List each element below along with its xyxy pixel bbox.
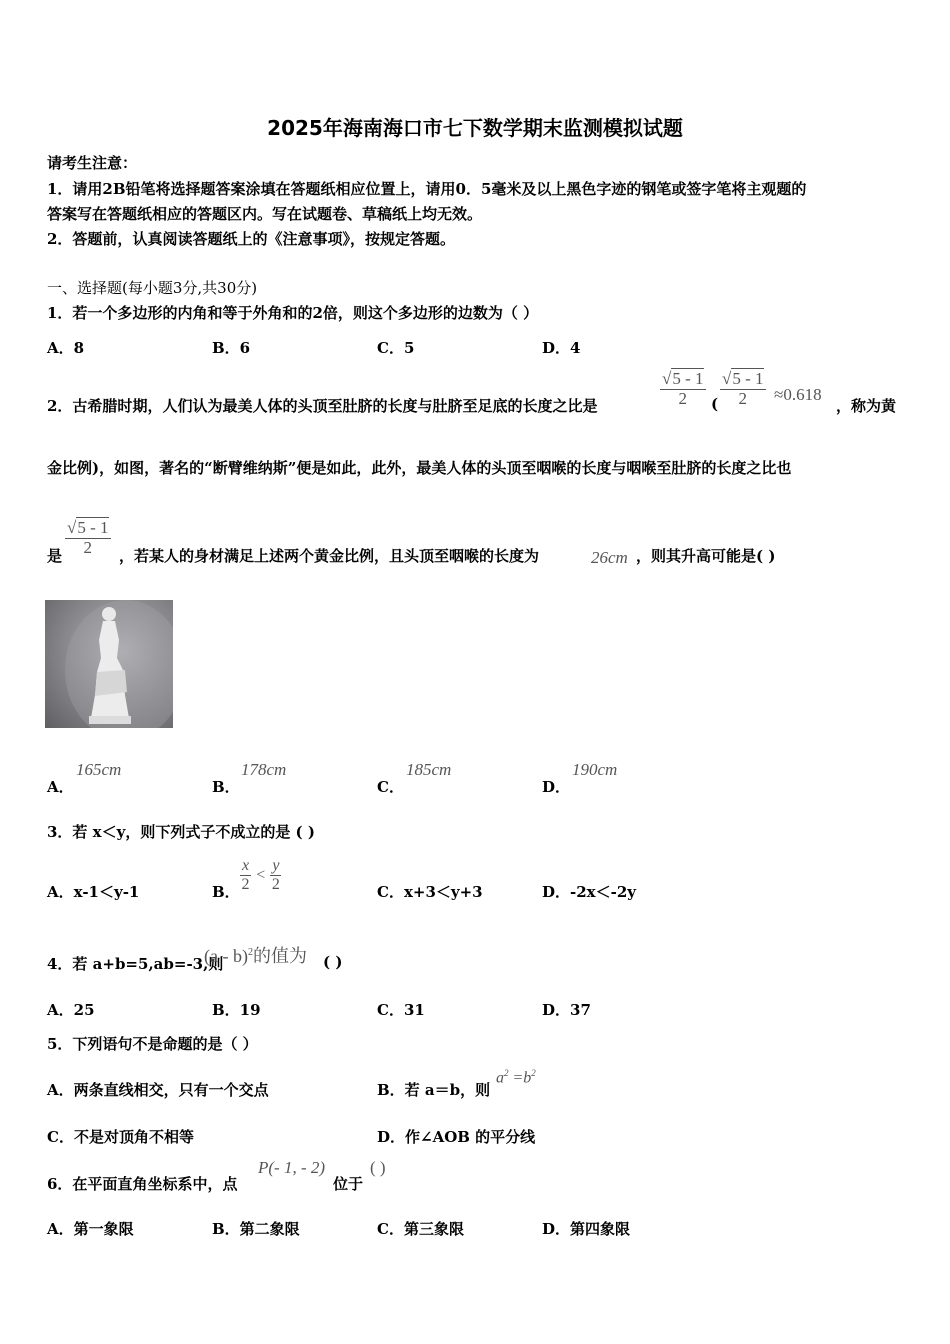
q5-option-a[interactable]: A．两条直线相交，只有一个交点 (47, 1081, 269, 1099)
q2-approx: ≈0.618 (774, 385, 822, 404)
q4-paren: ( ) (323, 953, 343, 971)
q3-option-c[interactable]: C．x+3＜y+3 (377, 883, 483, 901)
q5-option-b-math[interactable]: $a^2 =b^2$ (496, 1068, 536, 1087)
q6-option-a[interactable]: A．第一象限 (47, 1220, 134, 1238)
q2-stem-d-pre: 是 (47, 547, 63, 565)
q5-option-d[interactable]: D．作∠AOB 的平分线 (377, 1128, 536, 1146)
q1-option-a[interactable]: A．8 (47, 339, 85, 357)
q4-option-a[interactable]: A．25 (47, 1001, 95, 1019)
q6-paren: ( ) (370, 1158, 386, 1177)
q1-stem: 1．若一个多边形的内角和等于外角和的2倍，则这个多边形的边数为（ ） (47, 304, 539, 322)
q6-option-d[interactable]: D．第四象限 (542, 1220, 631, 1238)
q2-fraction-3: $\frac{√5 - 1}{2}$ (67, 518, 109, 557)
q6-option-c[interactable]: C．第三象限 (377, 1220, 464, 1238)
notice-line-2: 2．答题前，认真阅读答题纸上的《注意事项》，按规定答题。 (47, 230, 455, 248)
q4-stem: 4．若 a+b=5,ab=-3,则 (47, 955, 224, 973)
section-heading: 一、选择题(每小题3分,共30分) (47, 279, 258, 297)
q3-option-b-expression[interactable]: $\frac{x}{2}$ < $\frac{y}{2}$ (241, 857, 280, 893)
q2-golden-ratio-fraction-2: $\frac{√5 - 1}{2}$ (722, 369, 764, 408)
q6-option-b[interactable]: B．第二象限 (212, 1220, 300, 1238)
q3-option-a[interactable]: A．x-1＜y-1 (47, 883, 140, 901)
notice-line-1a: 1．请用2B铅笔将选择题答案涂填在答题纸相应位置上，请用0．5毫米及以上黑色字迹的钢笔或签字笔将主观题的 (47, 180, 807, 198)
q2-option-c-letter[interactable]: C． (377, 778, 404, 796)
q2-stem-d-post: ，则其升高可能是( ) (636, 547, 776, 565)
q3-option-d[interactable]: D．-2x＜-2y (542, 883, 636, 901)
statue-figure (45, 600, 173, 728)
notice-heading: 请考生注意： (47, 154, 138, 172)
q4-option-d[interactable]: D．37 (542, 1001, 591, 1019)
q4-expression: (a - b)$^2$的值为 (204, 946, 307, 966)
q2-option-d-value[interactable]: 190cm (572, 760, 618, 779)
venus-statue-image (45, 600, 173, 728)
q5-stem: 5．下列语句不是命题的是（ ） (47, 1035, 258, 1053)
q6-stem-b: 位于 (333, 1175, 364, 1193)
q6-point: P(- 1, - 2) (258, 1158, 326, 1177)
q4-option-b[interactable]: B．19 (212, 1001, 261, 1019)
q2-option-b-letter[interactable]: B． (212, 778, 240, 796)
q2-option-d-letter[interactable]: D． (542, 778, 571, 796)
q2-option-b-value[interactable]: 178cm (241, 760, 287, 779)
q1-option-c[interactable]: C．5 (377, 339, 415, 357)
notice-line-1b: 答案写在答题纸相应的答题区内。写在试题卷、草稿纸上均无效。 (47, 205, 483, 223)
q2-paren-open: ( (711, 395, 719, 413)
q2-option-c-value[interactable]: 185cm (406, 760, 452, 779)
q2-option-a-letter[interactable]: A． (47, 778, 74, 796)
q2-stem-b: ，称为黄 (836, 397, 897, 415)
q2-golden-ratio-fraction: $\frac{√5 - 1}{2}$ (662, 369, 704, 408)
q3-stem: 3．若 x＜y，则下列式子不成立的是 ( ) (47, 823, 315, 841)
q2-stem-a: 2．古希腊时期，人们认为最美人体的头顶至肚脐的长度与肚脐至足底的长度之比是 (47, 397, 598, 415)
q3-option-b-letter[interactable]: B． (212, 883, 240, 901)
q2-stem-d-mid: ，若某人的身材满足上述两个黄金比例，且头顶至咽喉的长度为 (119, 547, 540, 565)
q2-option-a-value[interactable]: 165cm (76, 760, 122, 779)
q2-stem-c: 金比例)，如图，著名的“断臂维纳斯”便是如此，此外，最美人体的头顶至咽喉的长度与咽喉至肚脐的长度之比也 (47, 459, 792, 477)
q6-stem-a: 6．在平面直角坐标系中，点 (47, 1175, 238, 1193)
page-title: 2025年海南海口市七下数学期末监测模拟试题 (267, 116, 683, 140)
q5-option-b-text[interactable]: B．若 a＝b，则 (377, 1081, 491, 1099)
q4-option-c[interactable]: C．31 (377, 1001, 425, 1019)
q1-option-d[interactable]: D．4 (542, 339, 581, 357)
q1-option-b[interactable]: B．6 (212, 339, 251, 357)
q5-option-c[interactable]: C．不是对顶角不相等 (47, 1128, 194, 1146)
q2-length: 26cm (591, 548, 628, 567)
